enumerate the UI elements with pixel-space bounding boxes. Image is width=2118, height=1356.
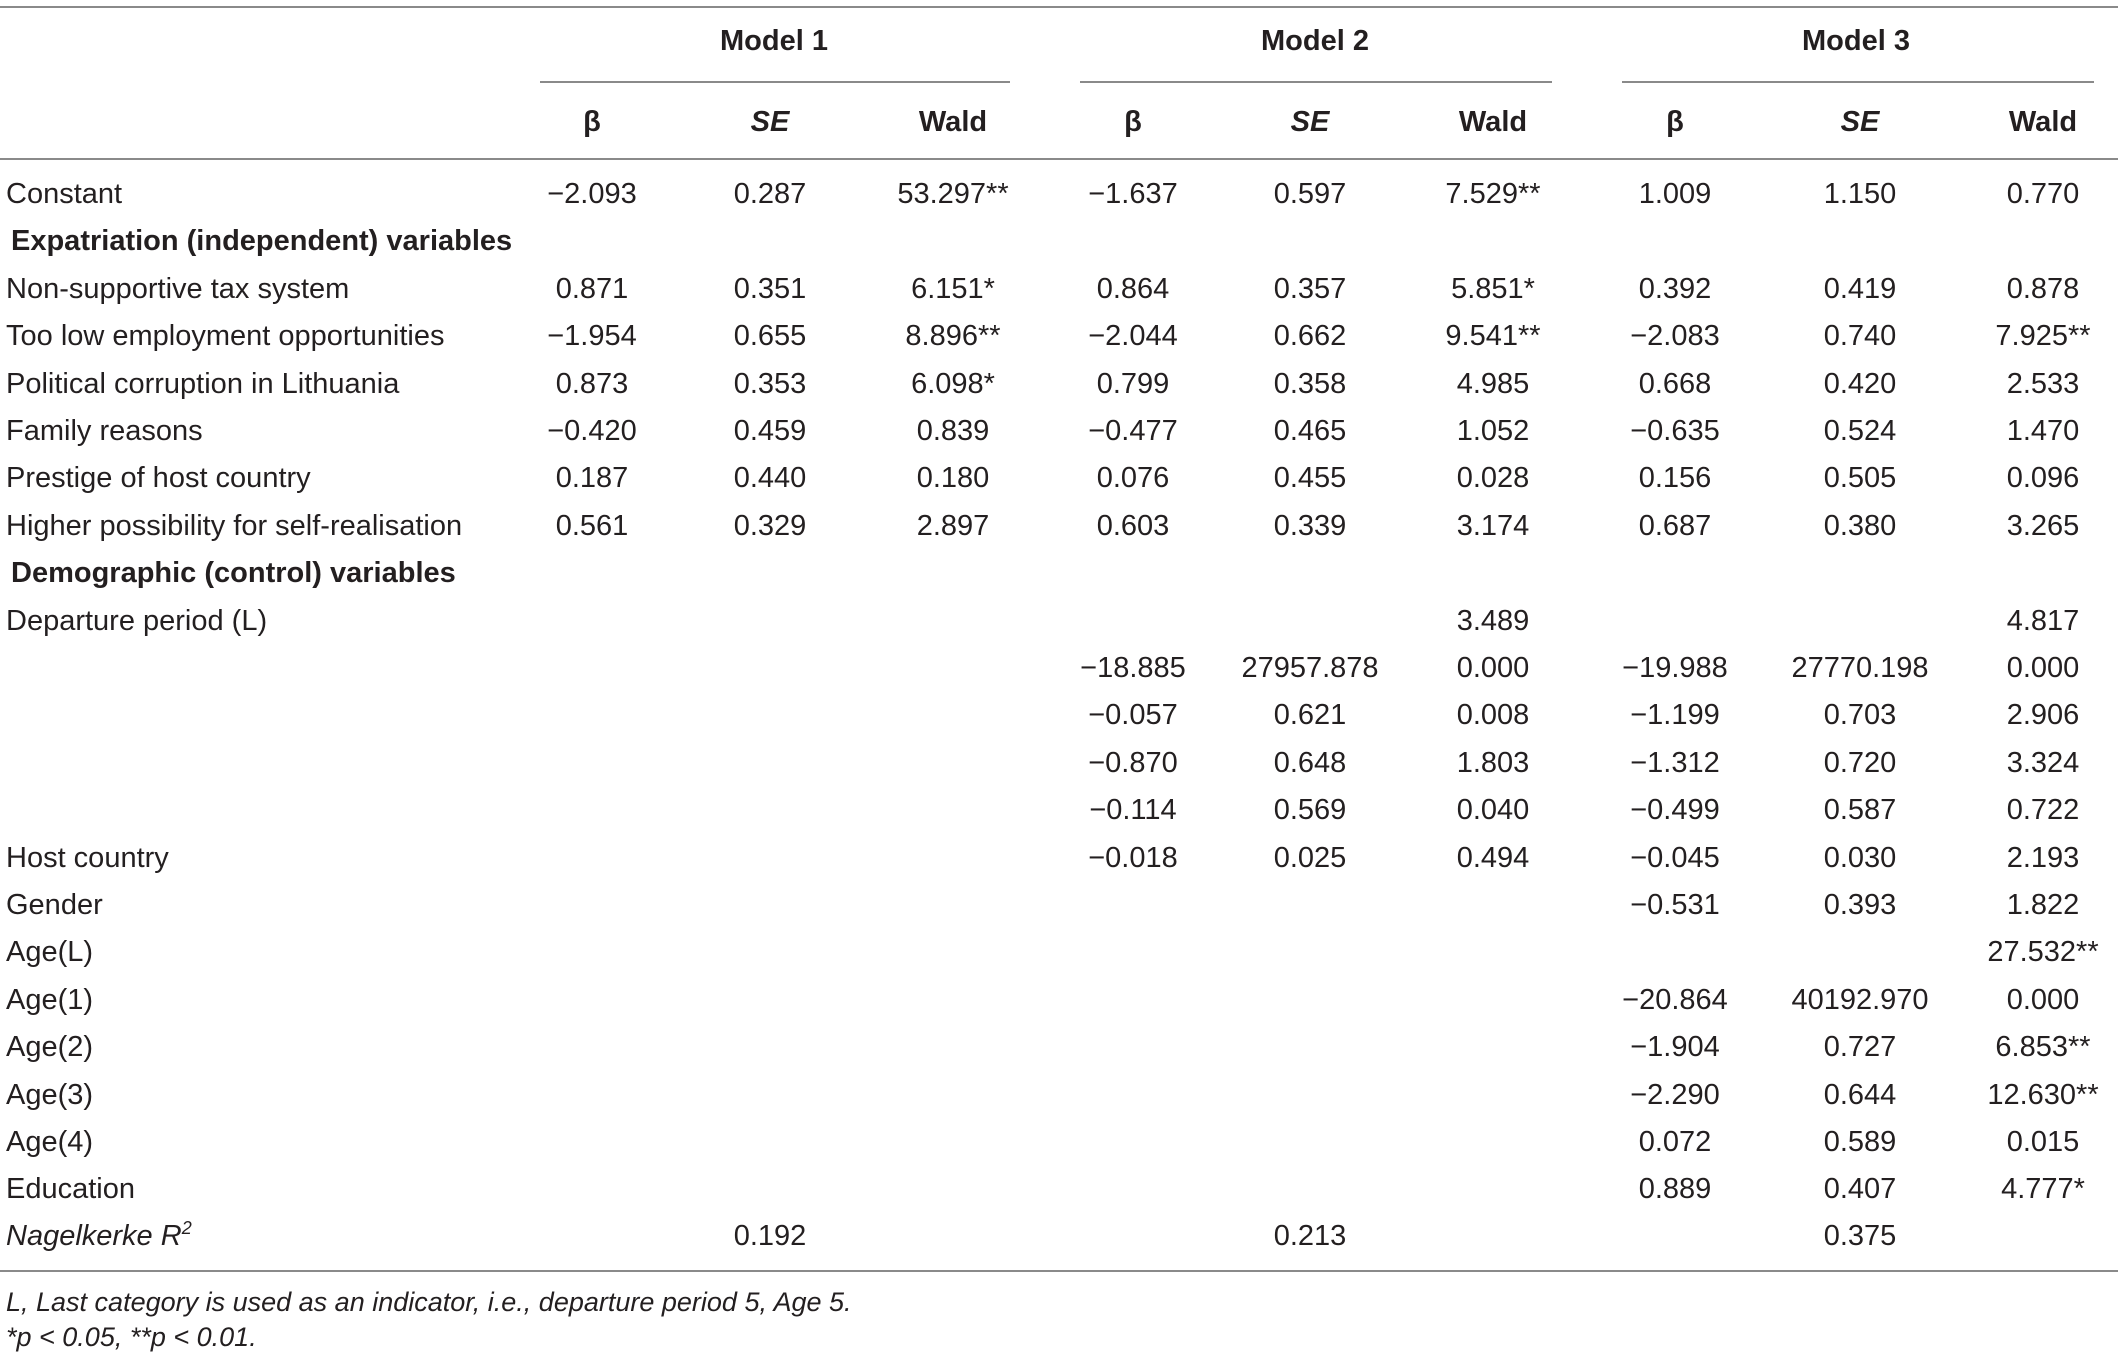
- table-cell: 0.524: [1823, 415, 1897, 447]
- table-cell: 1.822: [2006, 889, 2080, 921]
- row-label: Too low employment opportunities: [6, 320, 445, 353]
- table-cell: 4.817: [2006, 604, 2080, 637]
- table-cell: 0.561: [555, 509, 629, 542]
- table-cell: 0.662: [1273, 320, 1347, 353]
- model-3-header: Model 3: [1802, 25, 1910, 57]
- footnote-indicator: L, Last category is used as an indicator, i.e., departure period 5, Age 5.: [6, 1287, 852, 1317]
- row-label: Family reasons: [6, 415, 203, 447]
- table-cell: 2.193: [2006, 841, 2080, 874]
- table-cell: 0.008: [1456, 699, 1530, 732]
- table-cell: 0.380: [1823, 509, 1897, 542]
- row-label: Education: [6, 1173, 135, 1206]
- table-cell: 0.025: [1273, 841, 1347, 874]
- table-cell: 3.489: [1456, 604, 1530, 637]
- row-label: Age(1): [6, 983, 94, 1016]
- table-cell: 3.265: [2006, 509, 2080, 542]
- table-cell: 0.878: [2006, 272, 2080, 305]
- table-cell: −2.290: [1630, 1078, 1720, 1111]
- table-cell: −1.312: [1630, 746, 1720, 779]
- table-cell: −1.637: [1088, 178, 1178, 210]
- table-cell: 0.392: [1638, 272, 1712, 305]
- table-cell: 0.187: [555, 462, 629, 495]
- bottom-rule: [0, 1270, 2118, 1272]
- column-header-3: Wald: [918, 106, 988, 138]
- table-cell: 53.297**: [897, 178, 1009, 210]
- column-header-6: Wald: [1458, 106, 1528, 138]
- column-header-5: SE: [1290, 106, 1330, 138]
- nagelkerke-value: 0.375: [1823, 1220, 1897, 1252]
- table-cell: 0.740: [1823, 320, 1897, 353]
- table-cell: 0.287: [733, 178, 807, 210]
- table-cell: −0.531: [1630, 889, 1720, 921]
- table-cell: 0.569: [1273, 794, 1347, 827]
- table-cell: 0.440: [733, 462, 807, 495]
- table-cell: 0.040: [1456, 794, 1530, 827]
- row-label: Political corruption in Lithuania: [6, 367, 400, 400]
- table-cell: 0.655: [733, 320, 807, 353]
- table-cell: 6.853**: [1995, 1031, 2091, 1064]
- table-cell: 0.339: [1273, 509, 1347, 542]
- row-label: Gender: [6, 889, 103, 921]
- table-cell: 0.180: [916, 462, 990, 495]
- column-header-2: SE: [750, 106, 790, 138]
- row-label: Age(2): [6, 1031, 94, 1064]
- table-cell: 0.455: [1273, 462, 1347, 495]
- model-2-header: Model 2: [1261, 25, 1369, 57]
- table-cell: 0.597: [1273, 178, 1347, 210]
- model-1-rule: [540, 81, 1010, 83]
- table-cell: 0.076: [1096, 462, 1170, 495]
- column-header-7: β: [1666, 106, 1684, 138]
- table-cell: −0.057: [1088, 699, 1178, 732]
- table-cell: 0.648: [1273, 746, 1347, 779]
- table-cell: 0.722: [2006, 794, 2080, 827]
- table-cell: −0.635: [1630, 415, 1720, 447]
- table-cell: 0.668: [1638, 367, 1712, 400]
- table-cell: −2.093: [547, 178, 637, 210]
- footnote-significance: *p < 0.05, **p < 0.01.: [6, 1322, 257, 1352]
- model-3-rule: [1622, 81, 2094, 83]
- table-cell: 0.589: [1823, 1126, 1897, 1158]
- nagelkerke-value: 0.213: [1273, 1220, 1347, 1252]
- table-cell: −0.018: [1088, 841, 1178, 874]
- row-label: Non-supportive tax system: [6, 272, 350, 305]
- table-cell: 0.505: [1823, 462, 1897, 495]
- table-cell: 7.925**: [1995, 320, 2091, 353]
- row-label: Higher possibility for self-realisation: [6, 509, 463, 542]
- table-cell: 0.644: [1823, 1078, 1897, 1111]
- column-header-9: Wald: [2008, 106, 2078, 138]
- table-cell: 1.803: [1456, 746, 1530, 779]
- table-cell: 1.150: [1823, 178, 1897, 210]
- row-label: Age(4): [6, 1126, 94, 1158]
- table-cell: 0.459: [733, 415, 807, 447]
- table-cell: −20.864: [1622, 983, 1728, 1016]
- table-cell: 0.494: [1456, 841, 1530, 874]
- table-cell: −2.083: [1630, 320, 1720, 353]
- table-cell: 0.864: [1096, 272, 1170, 305]
- table-cell: 0.028: [1456, 462, 1530, 495]
- table-cell: 0.393: [1823, 889, 1897, 921]
- table-cell: 0.799: [1096, 367, 1170, 400]
- table-cell: 0.587: [1823, 794, 1897, 827]
- table-cell: 4.985: [1456, 367, 1530, 400]
- header-rule: [0, 158, 2118, 160]
- table-cell: 0.357: [1273, 272, 1347, 305]
- table-cell: 0.770: [2006, 178, 2080, 210]
- top-rule: [0, 6, 2118, 8]
- table-cell: 0.687: [1638, 509, 1712, 542]
- section-heading: Demographic (control) variables: [11, 557, 456, 590]
- table-cell: 0.358: [1273, 367, 1347, 400]
- table-cell: 0.030: [1823, 841, 1897, 874]
- table-cell: 3.324: [2006, 746, 2080, 779]
- table-cell: 0.096: [2006, 462, 2080, 495]
- table-cell: 0.072: [1638, 1126, 1712, 1158]
- table-cell: 27.532**: [1987, 936, 2099, 969]
- table-cell: −18.885: [1080, 652, 1186, 684]
- row-label: Host country: [6, 841, 169, 874]
- model-1-header: Model 1: [720, 25, 828, 57]
- table-cell: 4.777*: [2001, 1173, 2085, 1206]
- nagelkerke-label: Nagelkerke $R^2$: [6, 1218, 192, 1252]
- model-2-rule: [1080, 81, 1552, 83]
- table-cell: 0.839: [916, 415, 990, 447]
- table-cell: −0.870: [1088, 746, 1178, 779]
- table-cell: 7.529**: [1445, 178, 1541, 210]
- row-label: Constant: [6, 178, 123, 210]
- column-header-1: β: [583, 106, 601, 138]
- table-cell: 0.603: [1096, 509, 1170, 542]
- table-cell: 0.871: [555, 272, 629, 305]
- table-cell: 9.541**: [1445, 320, 1541, 353]
- table-cell: 12.630**: [1987, 1078, 2099, 1111]
- table-cell: 1.052: [1456, 415, 1530, 447]
- row-label: Prestige of host country: [6, 462, 311, 495]
- table-cell: 27770.198: [1791, 652, 1929, 684]
- table-cell: 0.720: [1823, 746, 1897, 779]
- table-cell: 2.533: [2006, 367, 2080, 400]
- table-cell: −0.420: [547, 415, 637, 447]
- section-heading: Expatriation (independent) variables: [11, 225, 513, 258]
- row-label: Age(3): [6, 1078, 94, 1111]
- table-cell: −1.199: [1630, 699, 1720, 732]
- table-cell: 0.727: [1823, 1031, 1897, 1064]
- table-cell: −19.988: [1622, 652, 1728, 684]
- table-cell: 0.351: [733, 272, 807, 305]
- table-cell: 3.174: [1456, 509, 1530, 542]
- table-cell: −2.044: [1088, 320, 1178, 353]
- table-cell: 0.465: [1273, 415, 1347, 447]
- table-cell: 0.000: [2006, 983, 2080, 1016]
- table-cell: 0.329: [733, 509, 807, 542]
- table-cell: 0.703: [1823, 699, 1897, 732]
- table-cell: 0.621: [1273, 699, 1347, 732]
- table-cell: 40192.970: [1791, 983, 1929, 1016]
- row-label: Age(L): [6, 936, 94, 969]
- table-cell: 2.897: [916, 509, 990, 542]
- nagelkerke-value: 0.192: [733, 1220, 807, 1252]
- column-header-4: β: [1124, 106, 1142, 138]
- table-cell: −0.499: [1630, 794, 1720, 827]
- table-cell: −0.114: [1089, 794, 1177, 827]
- table-cell: 5.851*: [1451, 272, 1535, 305]
- table-cell: 0.889: [1638, 1173, 1712, 1206]
- row-label: Departure period (L): [6, 604, 268, 637]
- table-cell: 0.419: [1823, 272, 1897, 305]
- table-cell: 0.873: [555, 367, 629, 400]
- table-cell: 27957.878: [1241, 652, 1379, 684]
- table-cell: −1.904: [1630, 1031, 1720, 1064]
- table-cell: 6.151*: [911, 272, 995, 305]
- column-header-8: SE: [1840, 106, 1880, 138]
- table-cell: 0.420: [1823, 367, 1897, 400]
- table-cell: 0.353: [733, 367, 807, 400]
- table-cell: 1.009: [1638, 178, 1712, 210]
- table-cell: 0.407: [1823, 1173, 1897, 1206]
- table-cell: 2.906: [2006, 699, 2080, 732]
- table-cell: 1.470: [2006, 415, 2080, 447]
- table-cell: 8.896**: [905, 320, 1001, 353]
- table-cell: 0.015: [2006, 1126, 2080, 1158]
- table-cell: 6.098*: [911, 367, 995, 400]
- table-cell: −0.477: [1088, 415, 1178, 447]
- table-cell: 0.000: [2006, 652, 2080, 684]
- table-cell: −0.045: [1630, 841, 1720, 874]
- table-cell: −1.954: [547, 320, 637, 353]
- table-cell: 0.156: [1638, 462, 1712, 495]
- table-cell: 0.000: [1456, 652, 1530, 684]
